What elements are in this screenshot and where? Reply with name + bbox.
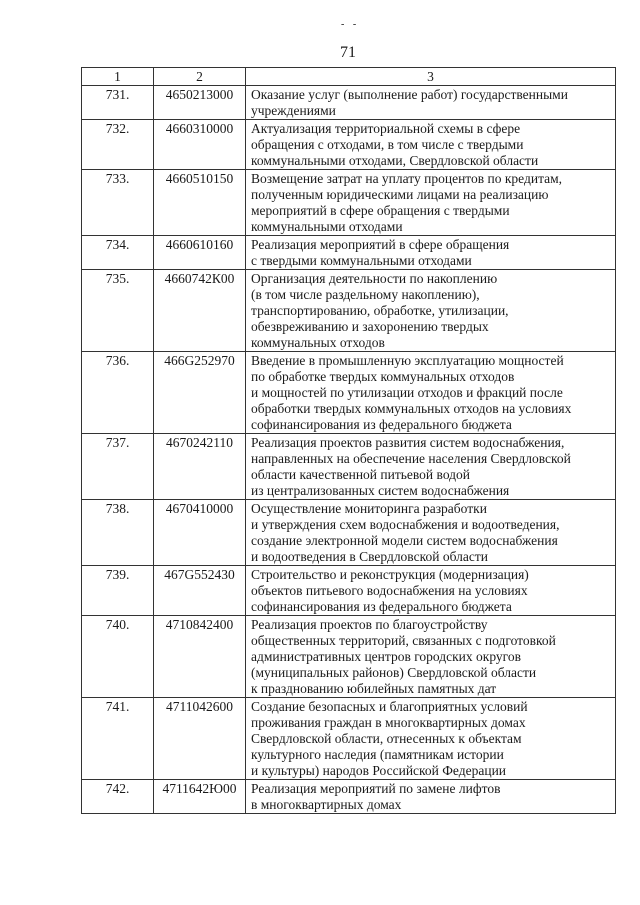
- header-col-1: 1: [82, 68, 154, 86]
- budget-code: 4670242110: [154, 434, 246, 500]
- row-number: 736.: [82, 352, 154, 434]
- item-description: [246, 500, 616, 566]
- item-description: [246, 86, 616, 120]
- description-line: (муниципальных районов) Свердловской области: [251, 665, 537, 680]
- table-row: [82, 500, 616, 566]
- description-line: культурного наследия (памятникам истории: [251, 747, 504, 762]
- description-line: мероприятий в сфере обращения с твердыми: [251, 203, 510, 218]
- description-line: Актуализация территориальной схемы в сфере: [251, 121, 521, 136]
- description-line: софинансирования из федерального бюджета: [251, 599, 512, 614]
- item-description: [246, 352, 616, 434]
- description-line: (в том числе раздельному накоплению),: [251, 287, 480, 302]
- description-line: по обработке твердых коммунальных отходов: [251, 369, 515, 384]
- row-number: 742.: [82, 780, 154, 814]
- description-line: Введение в промышленную эксплуатацию мощностей: [251, 353, 564, 368]
- row-number: 738.: [82, 500, 154, 566]
- table-row: [82, 434, 616, 500]
- description-line: обработки твердых коммунальных отходов на условиях: [251, 401, 572, 416]
- table-row: [82, 698, 616, 780]
- description-line: из централизованных систем водоснабжения: [251, 483, 510, 498]
- description-line: к празднованию юбилейных памятных дат: [251, 681, 497, 696]
- code-table: [81, 67, 616, 814]
- item-description: [246, 170, 616, 236]
- table-row: [82, 170, 616, 236]
- table-row: [82, 566, 616, 616]
- item-description: [246, 120, 616, 170]
- description-line: и утверждения схем водоснабжения и водоотведения,: [251, 517, 560, 532]
- description-line: направленных на обеспечение населения Свердловской: [251, 451, 571, 466]
- description-line: Создание безопасных и благоприятных условий: [251, 699, 528, 714]
- description-line: и культуры) народов Российской Федерации: [251, 763, 507, 778]
- description-line: коммунальными отходами: [251, 219, 403, 234]
- budget-code: 4711042600: [154, 698, 246, 780]
- table-row: [82, 120, 616, 170]
- item-description: [246, 270, 616, 352]
- description-line: Реализация проектов по благоустройству: [251, 617, 488, 632]
- description-line: объектов питьевого водоснабжения на условиях: [251, 583, 528, 598]
- table-row: [82, 236, 616, 270]
- description-line: полученным юридическими лицами на реализацию: [251, 187, 549, 202]
- item-description: [246, 698, 616, 780]
- table-row: [82, 616, 616, 698]
- description-line: Организация деятельности по накоплению: [251, 271, 498, 286]
- description-line: Реализация проектов развития систем водоснабжения,: [251, 435, 565, 450]
- budget-code: 4710842400: [154, 616, 246, 698]
- budget-code: 4650213000: [154, 86, 246, 120]
- header-col-3: 3: [246, 68, 616, 86]
- description-line: обезвреживанию и захоронению твердых: [251, 319, 489, 334]
- item-description: [246, 566, 616, 616]
- description-line: области качественной питьевой водой: [251, 467, 471, 482]
- table-row: [82, 352, 616, 434]
- description-line: обращения с отходами, в том числе с твердыми: [251, 137, 524, 152]
- page-number: 71: [340, 44, 356, 61]
- description-line: административных центров городских округов: [251, 649, 521, 664]
- page-top-mark: - -: [341, 19, 360, 30]
- description-line: создание электронной модели систем водоснабжения: [251, 533, 558, 548]
- budget-code: 4660310000: [154, 120, 246, 170]
- row-number: 734.: [82, 236, 154, 270]
- table-row: [82, 780, 616, 814]
- table-header-row: [82, 68, 616, 86]
- description-line: и мощностей по утилизации отходов и фракций после: [251, 385, 563, 400]
- description-line: и водоотведения в Свердловской области: [251, 549, 488, 564]
- table-row: [82, 86, 616, 120]
- row-number: 732.: [82, 120, 154, 170]
- table-body: [82, 86, 616, 814]
- description-line: учреждениями: [251, 103, 336, 118]
- description-line: проживания граждан в многоквартирных домах: [251, 715, 526, 730]
- description-line: коммунальными отходами, Свердловской области: [251, 153, 539, 168]
- description-line: общественных территорий, связанных с подготовкой: [251, 633, 556, 648]
- description-line: Реализация мероприятий в сфере обращения: [251, 237, 510, 252]
- budget-code: 4660510150: [154, 170, 246, 236]
- row-number: 741.: [82, 698, 154, 780]
- item-description: [246, 434, 616, 500]
- budget-code: 4660742К00: [154, 270, 246, 352]
- description-line: коммунальных отходов: [251, 335, 385, 350]
- description-line: Осуществление мониторинга разработки: [251, 501, 487, 516]
- description-line: Строительство и реконструкция (модернизация): [251, 567, 529, 582]
- row-number: 733.: [82, 170, 154, 236]
- header-col-2: 2: [154, 68, 246, 86]
- description-line: с твердыми коммунальными отходами: [251, 253, 472, 268]
- row-number: 737.: [82, 434, 154, 500]
- description-line: Свердловской области, отнесенных к объектам: [251, 731, 522, 746]
- budget-code: 467G552430: [154, 566, 246, 616]
- table-row: [82, 270, 616, 352]
- description-line: транспортированию, обработке, утилизации,: [251, 303, 509, 318]
- description-line: Оказание услуг (выполнение работ) государственными: [251, 87, 568, 102]
- row-number: 739.: [82, 566, 154, 616]
- item-description: [246, 780, 616, 814]
- row-number: 735.: [82, 270, 154, 352]
- description-line: софинансирования из федерального бюджета: [251, 417, 512, 432]
- row-number: 740.: [82, 616, 154, 698]
- row-number: 731.: [82, 86, 154, 120]
- description-line: Реализация мероприятий по замене лифтов: [251, 781, 501, 796]
- budget-code: 4711642Ю00: [154, 780, 246, 814]
- budget-code: 466G252970: [154, 352, 246, 434]
- item-description: [246, 616, 616, 698]
- budget-code: 4660610160: [154, 236, 246, 270]
- description-line: в многоквартирных домах: [251, 797, 402, 812]
- budget-code: 4670410000: [154, 500, 246, 566]
- item-description: [246, 236, 616, 270]
- description-line: Возмещение затрат на уплату процентов по кредитам,: [251, 171, 563, 186]
